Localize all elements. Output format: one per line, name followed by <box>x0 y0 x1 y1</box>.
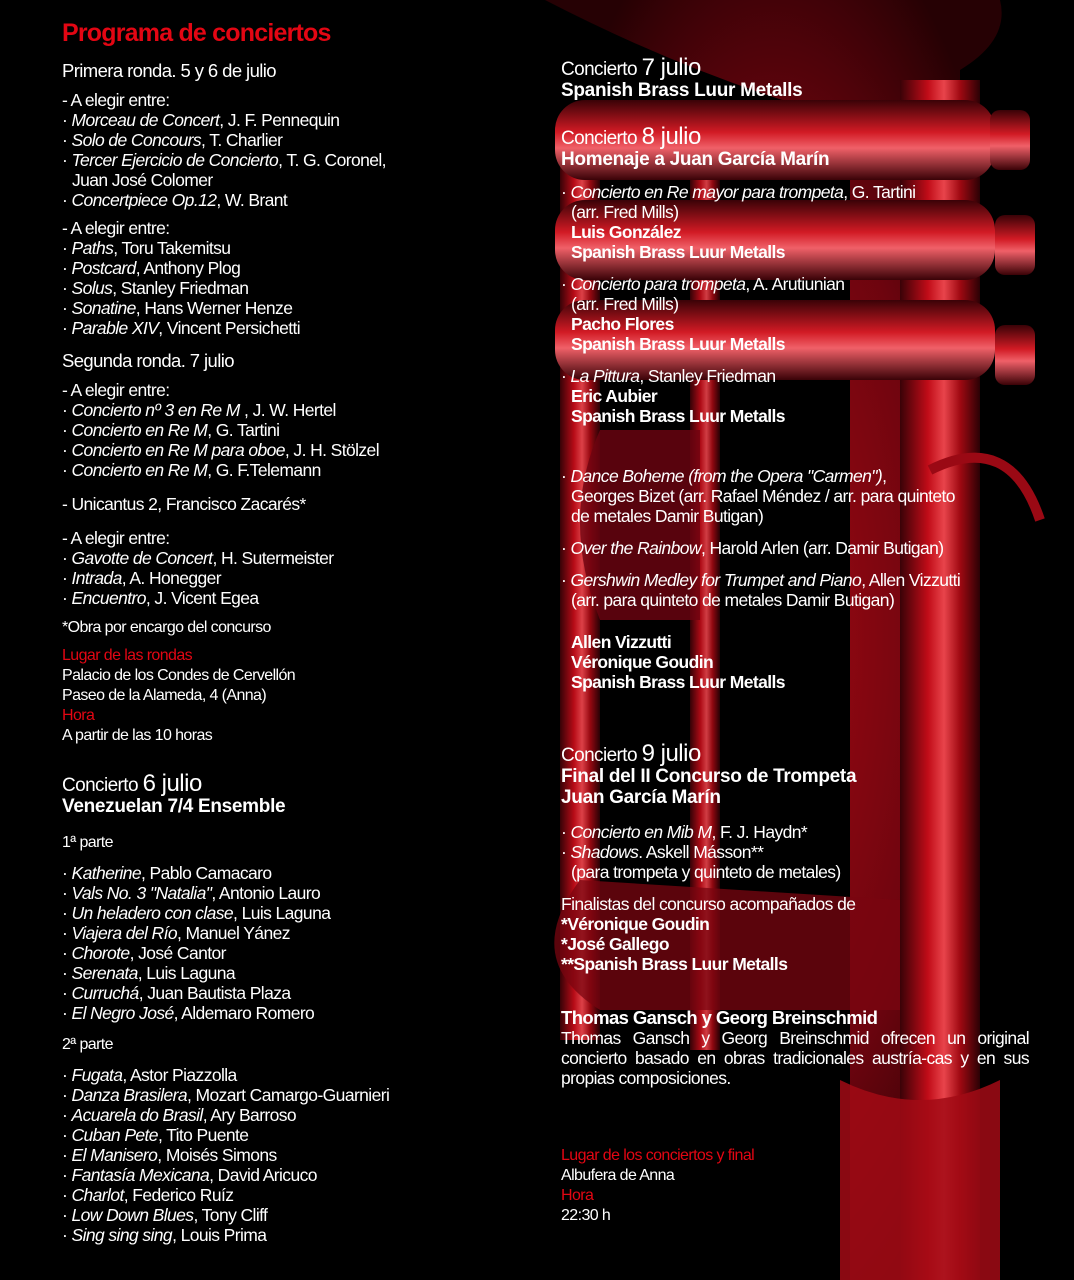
list-item: · Curruchá, Juan Bautista Plaza <box>62 983 291 1003</box>
gansch-title: Thomas Gansch y Georg Breinschmid <box>561 1007 878 1028</box>
performer: Spanish Brass Luur Metalls <box>571 334 785 354</box>
venue-label: Lugar de los conciertos y final <box>561 1147 755 1164</box>
performer: Eric Aubier <box>571 386 658 406</box>
list-item: · Un heladero con clase, Luis Laguna <box>62 903 331 923</box>
list-item: · Gavotte de Concert, H. Sutermeister <box>62 548 334 568</box>
group-intro: - A elegir entre: <box>62 380 170 400</box>
round1-group2 <box>62 218 542 338</box>
round1-heading: Primera ronda. 5 y 6 de julio <box>62 60 276 81</box>
list-item: · Concierto en Re M, G. Tartini <box>62 420 280 440</box>
performer: Spanish Brass Luur Metalls <box>571 242 785 262</box>
round2-group1 <box>62 380 542 480</box>
list-item: · Vals No. 3 "Natalia", Antonio Lauro <box>62 883 321 903</box>
list-item: · Fugata, Astor Piazzolla <box>62 1065 237 1085</box>
list-item: · Fantasía Mexicana, David Aricuco <box>62 1165 317 1185</box>
list-item: · Paths, Toru Takemitsu <box>62 238 231 258</box>
left-column <box>62 18 542 1253</box>
list-item: · Low Down Blues, Tony Cliff <box>62 1205 268 1225</box>
list-item: · Acuarela do Brasil, Ary Barroso <box>62 1105 297 1125</box>
time-label: Hora <box>62 707 95 724</box>
group-intro: - A elegir entre: <box>62 218 170 238</box>
concert-8-item: · Concierto para trompeta, A. Arutiunian (arr. Fred Mills) Pacho Flores Spanish Brass Luur Metalls <box>561 274 1029 354</box>
time-value: A partir de las 10 horas <box>62 727 213 744</box>
list-item: · Solus, Stanley Friedman <box>62 278 249 298</box>
concert-6-ensemble: Venezuelan 7/4 Ensemble <box>62 796 286 817</box>
concert-8-item: · Dance Boheme (from the Opera "Carmen"), Georges Bizet (arr. Rafael Méndez / arr. para quinteto de metales Damir Butigan) <box>561 466 955 526</box>
venue-line: Albufera de Anna <box>561 1167 675 1184</box>
list-item: Juan José Colomer <box>72 170 213 190</box>
list-item: · Serenata, Luis Laguna <box>62 963 236 983</box>
performer: Véronique Goudin <box>571 652 714 672</box>
list-item: · Concierto en Re M, G. F.Telemann <box>62 460 321 480</box>
list-item: · Morceau de Concert, J. F. Pennequin <box>62 110 340 130</box>
rounds-venue <box>62 646 542 746</box>
list-item: · Concertpiece Op.12, W. Brant <box>62 190 288 210</box>
list-item: · El Manisero, Moisés Simons <box>62 1145 277 1165</box>
part2-list <box>62 1065 542 1245</box>
concert-9-finalists: Finalistas del concurso acompañados de *Véronique Goudin *José Gallego **Spanish Brass Luur Metalls <box>561 894 1029 974</box>
concert-8-subtitle: Homenaje a Juan García Marín <box>561 149 830 170</box>
list-item: · Sonatine, Hans Werner Henze <box>62 298 293 318</box>
performer: **Spanish Brass Luur Metalls <box>561 954 788 974</box>
venue-label: Lugar de las rondas <box>62 647 193 664</box>
final-venue <box>561 1146 1029 1226</box>
group-intro: - A elegir entre: <box>62 90 170 110</box>
list-item: · Danza Brasilera, Mozart Camargo-Guarnieri <box>62 1085 390 1105</box>
list-item: · Chorote, José Cantor <box>62 943 226 963</box>
performer: *Véronique Goudin <box>561 914 710 934</box>
list-item: · Concierto nº 3 en Re M , J. W. Hertel <box>62 400 336 420</box>
concert-8-item: · Gershwin Medley for Trumpet and Piano, Allen Vizzutti (arr. para quinteto de metales Damir Butigan) <box>561 570 961 610</box>
list-item: · Charlot, Federico Ruíz <box>62 1185 234 1205</box>
concert-9-subtitle: Juan García Marín <box>561 787 721 808</box>
list-item: · Postcard, Anthony Plog <box>62 258 241 278</box>
part1-list <box>62 863 542 1023</box>
list-item: · Tercer Ejercicio de Concierto, T. G. Coronel, <box>62 150 386 170</box>
time-label: Hora <box>561 1187 594 1204</box>
concert-8-item: · La Pittura, Stanley Friedman Eric Aubier Spanish Brass Luur Metalls <box>561 366 1029 426</box>
commission-note: *Obra por encargo del concurso <box>62 619 271 636</box>
round2-heading: Segunda ronda. 7 julio <box>62 350 234 371</box>
performer: *José Gallego <box>561 934 669 954</box>
venue-line: Paseo de la Alameda, 4 (Anna) <box>62 687 267 704</box>
list-item: · El Negro José, Aldemaro Romero <box>62 1003 315 1023</box>
group-intro: - A elegir entre: <box>62 528 170 548</box>
round1-group1 <box>62 90 542 210</box>
list-item: · Solo de Concours, T. Charlier <box>62 130 283 150</box>
round2-unicantus: - Unicantus 2, Francisco Zacarés* <box>62 494 306 514</box>
performer: Spanish Brass Luur Metalls <box>571 406 785 426</box>
concert-9-program: · Concierto en Mib M, F. J. Haydn* · Shadows. Askell Másson** (para trompeta y quinteto de metales) <box>561 822 841 882</box>
concert-7-heading: Concierto 7 julio Spanish Brass Luur Metalls <box>561 58 1029 101</box>
concert-8-performers <box>561 632 1029 692</box>
concert-9-heading: Concierto 9 julio Final del II Concurso de Trompeta Juan García Marín <box>561 744 1029 808</box>
concert-8-item: · Over the Rainbow, Harold Arlen (arr. Damir Butigan) <box>561 538 944 558</box>
list-item: · Cuban Pete, Tito Puente <box>62 1125 249 1145</box>
concert-6-heading: Concierto 6 julio Venezuelan 7/4 Ensemble <box>62 774 542 817</box>
list-item: · Sing sing sing, Louis Prima <box>62 1225 267 1245</box>
gansch-section <box>561 1008 1029 1088</box>
concert-9-subtitle: Final del II Concurso de Trompeta <box>561 766 857 787</box>
list-item: · Concierto en Re M para oboe, J. H. Stölzel <box>62 440 379 460</box>
list-item: · Encuentro, J. Vicent Egea <box>62 588 259 608</box>
round2-group2 <box>62 528 542 608</box>
list-item: · Intrada, A. Honegger <box>62 568 222 588</box>
concert-8-item: · Concierto en Re mayor para trompeta, G. Tartini (arr. Fred Mills) Luis González Spanish Brass Luur Metalls <box>561 182 1029 262</box>
performer: Pacho Flores <box>571 314 674 334</box>
venue-line: Palacio de los Condes de Cervellón <box>62 667 296 684</box>
time-value: 22:30 h <box>561 1207 611 1224</box>
page-title: Programa de conciertos <box>62 19 331 47</box>
list-item: · Parable XIV, Vincent Persichetti <box>62 318 301 338</box>
list-item: · Viajera del Río, Manuel Yánez <box>62 923 290 943</box>
performer: Allen Vizzutti <box>571 632 672 652</box>
performer: Spanish Brass Luur Metalls <box>571 672 785 692</box>
concert-8-heading: Concierto 8 julio Homenaje a Juan García Marín <box>561 127 1029 170</box>
right-column <box>561 54 1029 1226</box>
concert-7-ensemble: Spanish Brass Luur Metalls <box>561 80 803 101</box>
performer: Luis González <box>571 222 681 242</box>
part1-heading: 1ª parte <box>62 834 113 851</box>
list-item: · Katherine, Pablo Camacaro <box>62 863 272 883</box>
part2-heading: 2ª parte <box>62 1036 113 1053</box>
gansch-text: Thomas Gansch y Georg Breinschmid ofrecen un original concierto basado en obras tradicionales austría-cas y en sus propias composiciones. <box>561 1028 1029 1088</box>
